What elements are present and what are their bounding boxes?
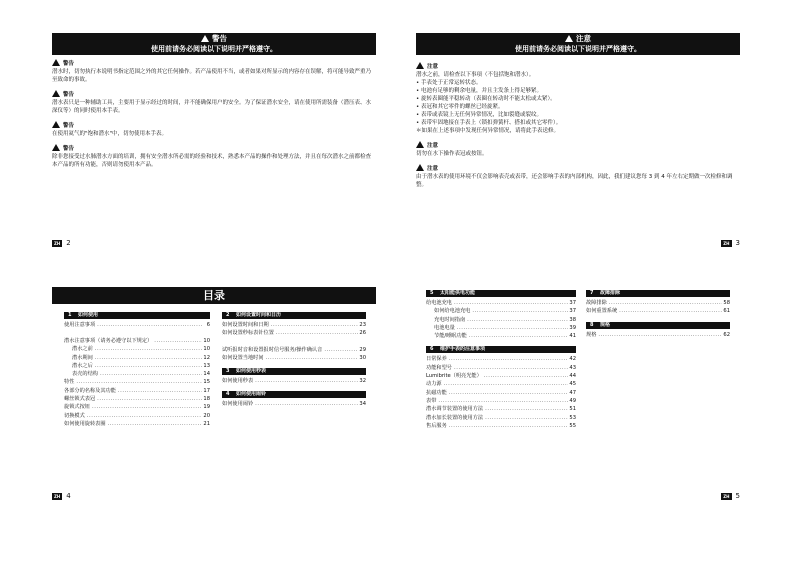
toc-entry[interactable]	[64, 387, 210, 395]
toc-entry-page: 47	[569, 389, 576, 396]
toc-leader	[85, 412, 202, 420]
toc-section-header[interactable]	[426, 290, 576, 297]
toc-leader	[93, 354, 202, 362]
toc-leader	[253, 400, 358, 408]
toc-entry-label: 特性	[64, 379, 75, 386]
toc-section-header: 1 如何使用	[64, 312, 210, 319]
page-3	[416, 33, 740, 248]
warning-section	[52, 59, 376, 84]
toc-leader	[106, 420, 202, 428]
toc-leader	[607, 299, 722, 307]
section-title-row	[52, 144, 376, 153]
toc-leader	[447, 389, 568, 397]
caution-icon	[416, 141, 424, 148]
toc-leader	[95, 321, 202, 329]
toc-entry-page: 53	[569, 414, 576, 421]
section-text: 潜水时，切勿执行本说明书指定范围之外的其它任何操作。若产品使用不当，或者如果对所显示的内容存在误解，将可能导致严重乃至致命的事故。	[52, 69, 372, 83]
toc-entry[interactable]	[64, 362, 210, 370]
toc-leader	[436, 397, 568, 405]
toc-entry-label: 如何设置当地时间	[222, 354, 264, 361]
toc-section-number: 5	[430, 290, 434, 296]
section-title: 警告	[63, 146, 75, 152]
toc-entry[interactable]	[586, 331, 730, 339]
section-text: 除非您接受过水肺潜水方面的培训，拥有安全潜水所必需的经验和技术，熟悉本产品的操作和处理方法，并且在每次潜水之前都检查本产品的所有功能，否则请勿使用本产品。	[52, 154, 372, 168]
toc-entry-page: 32	[359, 377, 366, 384]
checklist-item: • 旋转表圈能平稳转动（表圈在转动时不能太松或太紧）。	[416, 95, 740, 103]
toc-entry-label: 如何设置秒标表针位置	[222, 330, 274, 337]
toc-entry[interactable]	[222, 329, 366, 337]
warning-icon	[52, 90, 60, 97]
toc-section-number: 4	[226, 391, 230, 398]
toc-entry-page: 58	[723, 300, 730, 306]
toc-entry[interactable]	[426, 380, 576, 388]
toc-entry-label: 如何使用秒表	[222, 377, 254, 384]
toc-leader	[596, 331, 722, 339]
page-number-value: 3	[735, 239, 740, 247]
language-badge: ZH	[723, 240, 730, 246]
toc-leader	[455, 324, 568, 332]
warning-section	[52, 90, 376, 115]
toc-section-header[interactable]	[222, 312, 366, 319]
toc-entry-label: 售后服务	[426, 422, 447, 429]
toc-column-2	[586, 287, 730, 339]
toc-leader	[95, 395, 202, 403]
checklist-item: • 表带或表镜上无任何异常情况，比如裂缝或裂纹。	[416, 111, 740, 119]
toc-entry-label: 充电时间指南	[434, 316, 466, 323]
toc-leader	[470, 307, 568, 315]
caution-section-3	[416, 164, 740, 189]
toc-column-2	[222, 309, 366, 408]
toc-entry[interactable]	[64, 395, 210, 403]
caution-icon	[565, 35, 573, 42]
caution-icon	[416, 164, 424, 171]
toc-entry-page: 10	[203, 346, 210, 353]
toc-entry-label: 如何设置时间和日期	[222, 322, 269, 328]
warning-section	[52, 121, 376, 138]
toc-leader	[93, 345, 202, 353]
toc-leader	[465, 316, 568, 324]
toc-leader	[93, 362, 202, 370]
toc-entry[interactable]	[426, 405, 576, 413]
toc-entry-label: 日常保养	[426, 356, 447, 363]
toc-leader	[452, 299, 568, 307]
toc-entry-label: 如何重置系统	[586, 308, 618, 315]
toc-entry-page: 14	[203, 371, 210, 378]
toc-entries	[222, 400, 366, 408]
toc-section-header[interactable]	[222, 368, 366, 375]
section-title: 警告	[63, 61, 75, 67]
toc-section-header[interactable]	[426, 346, 576, 353]
toc-leader	[152, 338, 202, 345]
section-title: 注意	[427, 64, 439, 70]
toc-entry[interactable]	[64, 378, 210, 386]
toc-entry-page: 10	[203, 338, 210, 345]
caution-banner-subtitle: 使用前请务必阅读以下说明并严格遵守。	[515, 45, 641, 53]
warning-section	[52, 144, 376, 169]
page-5	[416, 287, 740, 507]
toc-entry-label: 潜水之后	[72, 362, 93, 369]
section-text: 潜水表只是一种辅助工具，主要用于显示经过的时间，并不能确保用户的安全。为了保证潜水安全，请在使用所需装备（潜压表、水深仪等）的同时使用本手表。	[52, 100, 372, 114]
toc-section-header[interactable]	[586, 322, 730, 329]
toc-leader	[483, 405, 568, 413]
toc-entry[interactable]	[64, 412, 210, 420]
toc-entry[interactable]	[64, 354, 210, 362]
toc-entry-label: Lumibrite（明亮光能）	[426, 373, 482, 380]
page-number-value: 2	[66, 239, 71, 247]
toc-entry-page: 19	[203, 404, 210, 411]
toc-column-1	[426, 287, 576, 430]
toc-entry-label: 功能和型号	[426, 364, 452, 371]
toc-entry-label: 表壳的结构	[72, 371, 98, 378]
toc-section-title: 如何设置时间和日历	[236, 312, 282, 318]
toc-section-title: 维护手表的注意事项	[440, 346, 486, 353]
toc-entry-page: 13	[203, 362, 210, 369]
toc-entry[interactable]	[64, 403, 210, 411]
toc-entry-label: 旋锁式按钮	[64, 404, 90, 411]
toc-entry-label: 表带	[426, 397, 437, 404]
toc-section-number: 8	[590, 321, 594, 328]
toc-entry[interactable]	[426, 389, 576, 397]
section-text: 由于潜水表的使用环境不仅会影响表壳或表带，还会影响手表的内部机构，因此，我们建议您每 3 到 4 年左右定期做一次检修和调整。	[416, 174, 733, 188]
toc-entry[interactable]	[426, 414, 576, 422]
section-text: 切勿在水下操作表冠或按钮。	[416, 151, 488, 157]
toc-entry[interactable]	[64, 420, 210, 428]
checklist-item: • 手表处于正常运转状态。	[416, 79, 740, 87]
toc-entry[interactable]	[426, 355, 576, 363]
toc-entry[interactable]	[426, 316, 576, 324]
warning-icon	[201, 35, 209, 42]
page-2	[52, 33, 376, 248]
checklist	[416, 79, 740, 127]
toc-entry[interactable]	[426, 364, 576, 372]
toc-entry[interactable]	[586, 299, 730, 307]
toc-entry-page: 43	[569, 364, 576, 371]
language-badge: ZH	[54, 240, 61, 246]
toc-entry-page: 26	[359, 330, 366, 337]
toc-leader	[467, 332, 568, 340]
toc-entries	[426, 355, 576, 430]
toc-entry[interactable]	[426, 372, 576, 380]
toc-entry-page: 21	[203, 420, 210, 427]
toc-entry-page: 44	[569, 373, 576, 380]
toc-entries	[222, 321, 366, 362]
toc-entries	[426, 299, 576, 340]
toc-entry-label: 抗磁功能	[426, 389, 447, 396]
toc-entry-page: 17	[203, 387, 210, 394]
toc-entry-page: 15	[203, 379, 210, 386]
toc-entry-label: 潜水之前	[72, 346, 93, 353]
checklist-item: • 电池有足够的剩余电量，并且主发条上得足够紧。	[416, 87, 740, 95]
section-title-row	[52, 121, 376, 130]
toc-entry-page: 20	[203, 412, 210, 419]
section-note: ＊如果在上述事项中发现任何异常情况，请将此手表送修。	[416, 128, 560, 134]
toc-section-number: 7	[590, 290, 594, 296]
toc-entry-page: 6	[206, 322, 210, 328]
toc-entry-page: 38	[569, 316, 576, 323]
toc-entry-page: 41	[569, 333, 576, 340]
toc-leader	[452, 364, 568, 372]
toc-entry[interactable]	[426, 332, 576, 340]
toc-entry[interactable]	[64, 329, 210, 345]
toc-entry[interactable]	[586, 307, 730, 315]
caution-section-2	[416, 141, 740, 158]
warning-banner	[52, 33, 376, 55]
toc-entry-label: 潜水调节装置的使用方法	[426, 406, 484, 413]
toc-section-title: 故障排除	[600, 290, 621, 296]
page-4	[52, 287, 376, 507]
toc-entries	[222, 377, 366, 385]
toc-entry-label: 切换模式	[64, 412, 85, 419]
toc-entry-page: 49	[569, 397, 576, 404]
toc-entry[interactable]	[426, 422, 576, 430]
checklist-item: • 表冠和其它零件的螺丝已经旋紧。	[416, 103, 740, 111]
toc-entry-page: 23	[359, 322, 366, 328]
toc-entry-page: 55	[569, 422, 576, 429]
toc-entry-page: 61	[723, 308, 730, 315]
toc-leader	[617, 307, 722, 315]
toc-entry-page: 34	[359, 401, 366, 408]
toc-entry-page: 51	[569, 406, 576, 413]
toc-entry[interactable]	[426, 397, 576, 405]
toc-entry-label: 如何使用闹铃	[222, 401, 254, 408]
page-number	[721, 492, 740, 500]
toc-section-number: 3	[226, 367, 230, 374]
warning-icon	[52, 121, 60, 128]
toc-leader	[98, 370, 202, 378]
toc-entries	[64, 321, 210, 428]
toc-entry-page: 18	[203, 396, 210, 403]
toc-entry-page: 30	[359, 354, 366, 361]
checklist-item: • 表带牢固地接在手表上（锁扣弹簧杆、搭扣或其它零件）。	[416, 119, 740, 127]
toc-leader	[483, 414, 568, 422]
section-title: 注意	[427, 143, 439, 149]
toc-leader	[90, 403, 202, 411]
toc-entry-label: 如何给电池充电	[434, 308, 471, 315]
toc-entry-label: 电池电量	[434, 324, 455, 331]
language-badge: ZH	[723, 493, 730, 499]
toc-leader	[74, 378, 202, 386]
toc-section-header[interactable]	[586, 290, 730, 297]
toc-entry-page: 37	[569, 308, 576, 315]
toc-entry-label: 试听报时音和设置报时信号服务/操作确认音	[222, 346, 323, 353]
toc-entries	[586, 331, 730, 339]
caution-banner	[416, 33, 740, 55]
toc-entry-page: 39	[569, 324, 576, 331]
toc-title: 目录	[52, 287, 376, 304]
toc-column-1	[64, 309, 210, 428]
toc-entry-label: 使用注意事项	[64, 322, 96, 328]
section-title-row	[52, 59, 376, 68]
toc-entry-label: 给电池充电	[426, 300, 452, 306]
toc-section-title: 太阳能供电功能	[440, 290, 476, 296]
toc-section-number: 6	[430, 346, 434, 353]
toc-leader	[322, 347, 358, 354]
toc-entry-label: 如何使用旋转表圈	[64, 420, 106, 427]
toc-entry[interactable]	[64, 345, 210, 353]
toc-entry[interactable]	[426, 307, 576, 315]
warning-sections	[52, 59, 376, 169]
toc-section-title: 如何使用秒表	[236, 367, 267, 374]
caution-icon	[416, 62, 424, 69]
toc-leader	[264, 354, 358, 362]
toc-entry-page: 12	[203, 354, 210, 361]
section-intro: 潜水之前，请检查以下事项（不包括饱和潜水）。	[416, 72, 535, 78]
section-title: 警告	[63, 123, 75, 129]
toc-leader	[442, 380, 568, 388]
page-number	[52, 239, 71, 247]
toc-leader	[116, 387, 202, 395]
toc-leader	[447, 422, 568, 430]
toc-entry-page: 29	[359, 346, 366, 353]
section-text: 在使用氦气的"饱和潜水"中，切勿使用本手表。	[52, 131, 168, 137]
toc-entry-label: 规格	[586, 331, 597, 338]
toc-leader	[482, 372, 568, 380]
page-number	[52, 492, 71, 500]
page-number-value: 5	[735, 492, 740, 500]
caution-banner-title: 注意	[576, 34, 591, 43]
toc-entry[interactable]	[426, 299, 576, 307]
toc-entry-label: 螺丝锁式表冠	[64, 396, 96, 403]
toc-entry-page: 42	[569, 356, 576, 363]
toc-section-number: 2	[226, 312, 230, 318]
toc-entry[interactable]	[222, 377, 366, 385]
toc-entry[interactable]	[222, 321, 366, 329]
toc-entry[interactable]	[222, 400, 366, 408]
caution-section-1	[416, 62, 740, 135]
toc-entry[interactable]	[222, 354, 366, 362]
toc-entry-page: 45	[569, 381, 576, 388]
toc-section-title: 规格	[600, 321, 611, 328]
toc-entries	[586, 299, 730, 316]
toc-leader	[274, 329, 358, 337]
toc-section-title: 如何使用闹铃	[236, 391, 267, 398]
warning-banner-title: 警告	[212, 34, 227, 43]
toc-entry[interactable]	[64, 321, 210, 329]
toc-entry-label: 动力源	[426, 381, 442, 388]
section-title: 警告	[63, 92, 75, 98]
toc-entry[interactable]	[64, 370, 210, 378]
warning-icon	[52, 144, 60, 151]
page-number	[721, 239, 740, 247]
toc-entry[interactable]	[426, 324, 576, 332]
warning-banner-subtitle: 使用前请务必阅读以下说明并严格遵守。	[151, 45, 277, 53]
toc-entry-label: 故障排除	[586, 300, 607, 306]
toc-leader	[253, 377, 358, 385]
toc-section-header[interactable]	[222, 391, 366, 398]
toc-entry-label: 潜水期间	[72, 354, 93, 361]
warning-icon	[52, 59, 60, 66]
toc-leader	[269, 321, 358, 329]
toc-entry-page: 62	[723, 331, 730, 338]
page-number-value: 4	[66, 492, 71, 500]
toc-leader	[447, 355, 568, 363]
language-badge: ZH	[54, 493, 61, 499]
toc-entry[interactable]	[222, 338, 366, 354]
toc-entry-label: 潜水注意事项（请务必遵守以下规定）	[64, 338, 153, 345]
section-title-row	[52, 90, 376, 99]
toc-entry-page: 37	[569, 300, 576, 306]
toc-entry-label: 节能/睡眠功能	[434, 333, 467, 340]
toc-entry-label: 各部分的名称及其功能	[64, 387, 116, 394]
toc-entry-label: 潜水加长装置的使用方法	[426, 414, 484, 421]
section-title: 注意	[427, 166, 439, 172]
